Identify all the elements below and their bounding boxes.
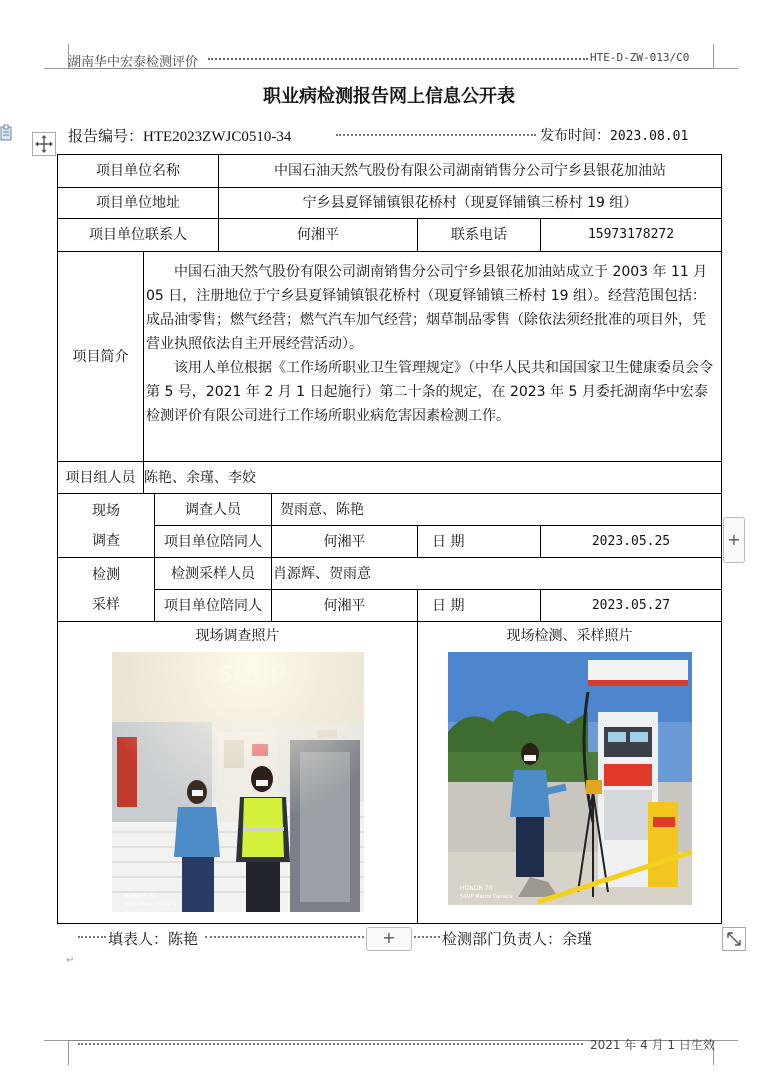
publish-date-label: 发布时间： <box>540 128 610 144</box>
survey-photo-watermark-1: HONOR 70 <box>123 893 156 900</box>
phone-label: 联系电话 <box>418 219 541 252</box>
department-head: 检测部门负责人：余瑾 <box>442 930 593 948</box>
sample-accompany-label: 项目单位陪同人 <box>155 590 272 622</box>
intro-label: 项目简介 <box>58 252 144 462</box>
report-number-value: HTE2023ZWJC0510-34 <box>143 129 292 145</box>
crop-mark-top-right <box>713 44 738 69</box>
survey-label-line1: 现场 <box>92 502 120 519</box>
row-sample-accompany <box>58 590 722 622</box>
row-sample-staff <box>58 558 722 590</box>
row-unit-name <box>58 155 722 188</box>
sample-photo-watermark-2: 54MP Matrix Camera <box>459 894 512 900</box>
survey-photo-label: 现场调查照片 <box>195 628 280 644</box>
team-label: 项目组人员 <box>58 462 144 494</box>
sample-label-line2: 采样 <box>92 596 120 613</box>
sample-photo-cell <box>418 622 722 924</box>
survey-staff-value: 贺雨意、陈艳 <box>272 494 722 526</box>
unit-name-label: 项目单位名称 <box>58 155 219 188</box>
add-column-button[interactable]: + <box>723 517 745 563</box>
sample-accompany-value: 何湘平 <box>272 590 418 622</box>
sample-date-value: 2023.05.27 <box>541 590 722 622</box>
header-company: 湖南华中宏泰检测评价 <box>68 55 199 70</box>
row-survey-accompany <box>58 526 722 558</box>
survey-photo-watermark-2: 54MP Matrix Camera <box>123 902 176 908</box>
unit-name-value: 中国石油天然气股份有限公司湖南销售分公司宁乡县银花加油站 <box>219 155 722 188</box>
header-dotted-leader <box>208 52 588 60</box>
page-title: 职业病检测报告网上信息公开表 <box>263 86 515 107</box>
survey-date-value: 2023.05.25 <box>541 526 722 558</box>
sample-label-line1: 检测 <box>92 566 120 583</box>
sample-date-label: 日 期 <box>418 590 541 622</box>
row-photos <box>58 622 722 924</box>
publish-date <box>540 125 688 145</box>
meta-dotted-leader <box>336 128 536 136</box>
row-survey-staff <box>58 494 722 526</box>
survey-label <box>58 494 155 558</box>
sample-photo <box>448 652 692 905</box>
sample-photo-label: 现场检测、采样照片 <box>506 628 633 644</box>
survey-staff-label: 调查人员 <box>155 494 272 526</box>
filler: 填表人：陈艳 <box>108 930 199 948</box>
table-move-handle-icon[interactable] <box>32 132 56 156</box>
paste-icon[interactable] <box>0 124 14 142</box>
sample-staff-label: 检测采样人员 <box>155 558 272 590</box>
survey-accompany-value: 何湘平 <box>272 526 418 558</box>
effective-date: 2021 年 4 月 1 日生效 <box>590 1038 715 1052</box>
survey-accompany-label: 项目单位陪同人 <box>155 526 272 558</box>
survey-photo <box>112 652 364 912</box>
row-team <box>58 462 722 494</box>
intro-text <box>144 252 722 462</box>
sample-photo-watermark-1: HONOR 70 <box>459 885 492 892</box>
unit-address-label: 项目单位地址 <box>58 188 219 219</box>
crop-mark-bottom-left <box>44 1040 69 1065</box>
crop-mark-top-left <box>44 44 69 69</box>
info-table <box>57 154 722 924</box>
report-number-label: 报告编号： <box>68 127 144 145</box>
contact-value: 何湘平 <box>219 219 418 252</box>
crop-mark-bottom-right <box>713 1040 738 1065</box>
row-unit-address <box>58 188 722 219</box>
report-number <box>68 125 291 146</box>
survey-label-line2: 调查 <box>92 532 120 549</box>
footer-dots-left <box>78 933 106 938</box>
header-rule <box>68 68 713 69</box>
survey-date-label: 日 期 <box>418 526 541 558</box>
paragraph-mark-icon: ↵ <box>66 955 75 966</box>
intro-paragraph-1: 中国石油天然气股份有限公司湖南销售分公司宁乡县银花加油站成立于 2003 年 11 月 05 日，注册地位于宁乡县夏铎铺镇银花桥村（现夏铎铺镇三桥村 19 组）。经营范围包括：成品油零售；燃气经营；燃气汽车加气经营；烟草制品零售（除依法须经批准的项目外，凭营业执照依法自主开展经营活动）。 <box>146 264 708 352</box>
sample-staff-value: 肖源辉、贺雨意 <box>272 558 722 590</box>
row-contact <box>58 219 722 252</box>
team-value: 陈艳、余瑾、李姣 <box>144 462 722 494</box>
contact-label: 项目单位联系人 <box>58 219 219 252</box>
row-intro <box>58 252 722 462</box>
intro-paragraph-2: 该用人单位根据《工作场所职业卫生管理规定》（中华人民共和国国家卫生健康委员会令 第 5 号，2021 年 2 月 1 日起施行）第二十条的规定，在 2023 年 5 月委托湖南华中宏泰检测评价有限公司进行工作场所职业病危害因素检测工作。 <box>146 360 713 424</box>
sample-label <box>58 558 155 622</box>
unit-address-value: 宁乡县夏铎铺镇银花桥村（现夏铎铺镇三桥村 19 组） <box>219 188 722 219</box>
survey-photo-cell <box>58 622 418 924</box>
header-doc-code: HTE-D-ZW-013/C0 <box>590 51 690 64</box>
add-row-button[interactable]: + <box>366 927 412 951</box>
phone-value: 15973178272 <box>541 219 722 252</box>
table-resize-handle-icon[interactable] <box>722 927 746 951</box>
publish-date-value: 2023.08.01 <box>610 129 689 144</box>
